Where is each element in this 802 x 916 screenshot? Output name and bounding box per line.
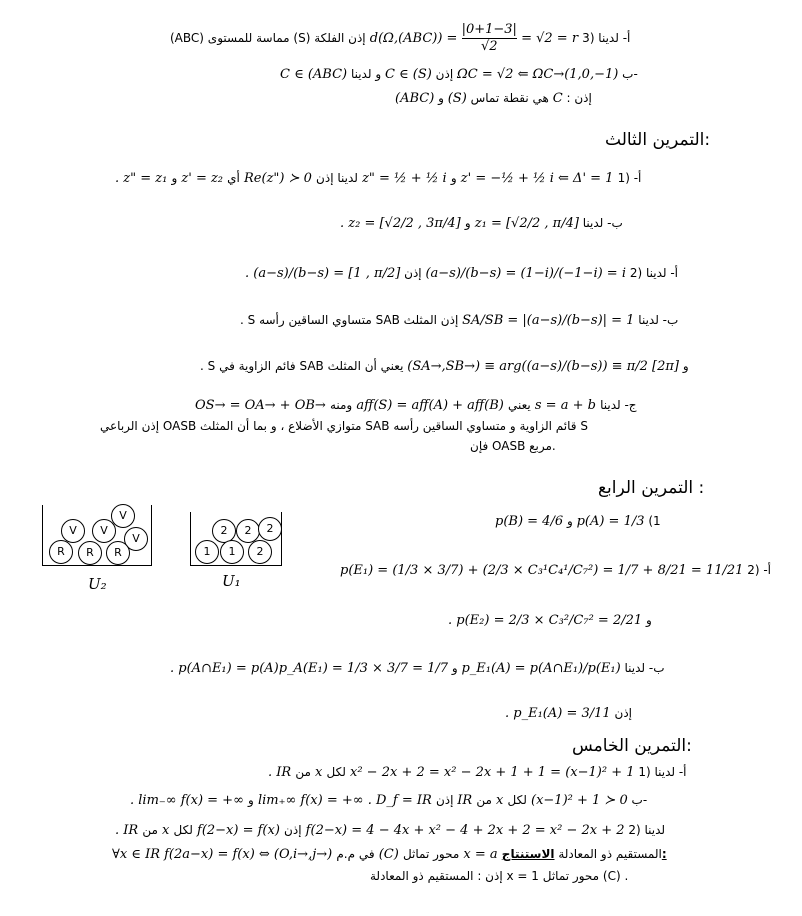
line-1: [170, 22, 630, 55]
ball-u1-5: 1: [220, 540, 244, 564]
line-10: إذن الرباعي OASB متوازي الأضلاع ، و بما أن المثلث SAB قائم الزاوية و متساوي الساقين رأسه S: [100, 419, 588, 433]
line-11: فإن OASB مربع.: [470, 439, 556, 453]
heading-ex4: التمرين الرابع :: [598, 478, 705, 498]
ball-u1-6: 2: [248, 540, 272, 564]
ball-u2-r1: R: [49, 540, 73, 564]
line-21: إذن : المستقيم ذو المعادلة x = 1 محور تماثل (C) .: [370, 869, 629, 883]
line-14: . p(E₂) = 2/3 × C₃²/C₇² = 2/21 و: [448, 613, 652, 628]
line-5: . z₂ = [√2/2 , 3π/4] و z₁ = [√2/2 , π/4] ب- لدينا: [340, 216, 623, 231]
ball-u1-1: 2: [212, 519, 236, 543]
line-6: . (a−s)/(b−s) = [1 , π/2] إذن (a−s)/(b−s) = (1−i)/(−1−i) = i أ- لدينا (2: [245, 266, 679, 281]
line-18: . lim₋∞ f(x) = +∞ و lim₊∞ f(x) = +∞ . D_f = IR إذن IR من x لكل (x−1)² + 1 ≻ 0 ب-: [130, 793, 648, 808]
line-4: . z" = z₁ و z' = z₂ أي Re(z") ≻ 0 لدينا إذن z" = ½ + ½ i و z' = −½ + ½ i ⇐ Δ' = 1 أ- (1: [115, 171, 642, 186]
ball-u1-3: 2: [258, 517, 282, 541]
line-9: OS→ = OA→ + OB→ ومنه aff(S) = aff(A) + aff(B) يعني s = a + b ج- لدينا: [195, 398, 637, 413]
heading-ex3: التمرين الثالث:: [605, 130, 711, 150]
line-12: p(B) = 4/6 و p(A) = 1/3 (1: [495, 514, 661, 529]
ball-u1-4: 1: [195, 540, 219, 564]
line-15: . p(A∩E₁) = p(A)p_A(E₁) = 1/3 × 3/7 = 1/7 و p_E₁(A) = p(A∩E₁)/p(E₁) ب- لدينا: [170, 661, 665, 676]
ball-u2-r3: R: [106, 541, 130, 565]
line-13: p(E₁) = (1/3 × 3/7) + (2/3 × C₃¹C₄¹/C₇²) = 1/7 + 8/21 = 11/21 أ- (2: [340, 563, 772, 578]
ball-u2-v1: V: [111, 504, 135, 528]
ball-u2-v3: V: [92, 519, 116, 543]
line-19: . IR من x لكل f(2−x) = f(x) إذن f(2−x) = 4 − 4x + x² − 4 + 2x + 2 = x² − 2x + 2 لدينا (2: [115, 823, 666, 838]
line-3: (ABC) و (S) هي نقطة تماس C : إذن: [395, 91, 592, 106]
line-8: . S فائم الزاوية في SAB يعني أن المثلث (SA→,SB→) ≡ arg((a−s)/(b−s)) ≡ π/2 [2π] و: [200, 359, 689, 374]
heading-ex5: التمرين الخامس:: [572, 736, 692, 756]
line-20: ∀x ∈ IR f(2a−x) = f(x) ⇔ (O,i→,j→) في م.م (C) محور تماثل x = a المستقيم ذو المعادلة الاستنتاج:: [112, 847, 667, 862]
l1-text: (ABC) مماسة للمستوى (S) إذن الفلكة d(Ω,(ABC)) = $\frac{|0+1-3|}{√2}$ = √2 = r أ- لدينا (3: [170, 22, 631, 54]
urn-u2-label: U₂: [88, 575, 107, 593]
ball-u2-v4: V: [124, 527, 148, 551]
line-2: C ∈ (ABC) و لدينا C ∈ (S) إذن ΩC = √2 ⇐ ΩC→(1,0,−1) ب-: [280, 67, 638, 82]
urn-u1-label: U₁: [222, 572, 241, 590]
ball-u2-v2: V: [61, 519, 85, 543]
ball-u2-r2: R: [78, 541, 102, 565]
line-16: . p_E₁(A) = 3/11 إذن: [505, 706, 632, 721]
conclusion-label: الاستنتاج:: [501, 847, 667, 861]
line-17: . IR من x لكل x² − 2x + 2 = x² − 2x + 1 + 1 = (x−1)² + 1 أ- لدينا (1: [268, 765, 687, 780]
line-7: . S متساوي الساقين رأسه SAB إذن المثلث SA/SB = |(a−s)/(b−s)| = 1 ب- لدينا: [240, 313, 679, 328]
ball-u1-2: 2: [236, 519, 260, 543]
